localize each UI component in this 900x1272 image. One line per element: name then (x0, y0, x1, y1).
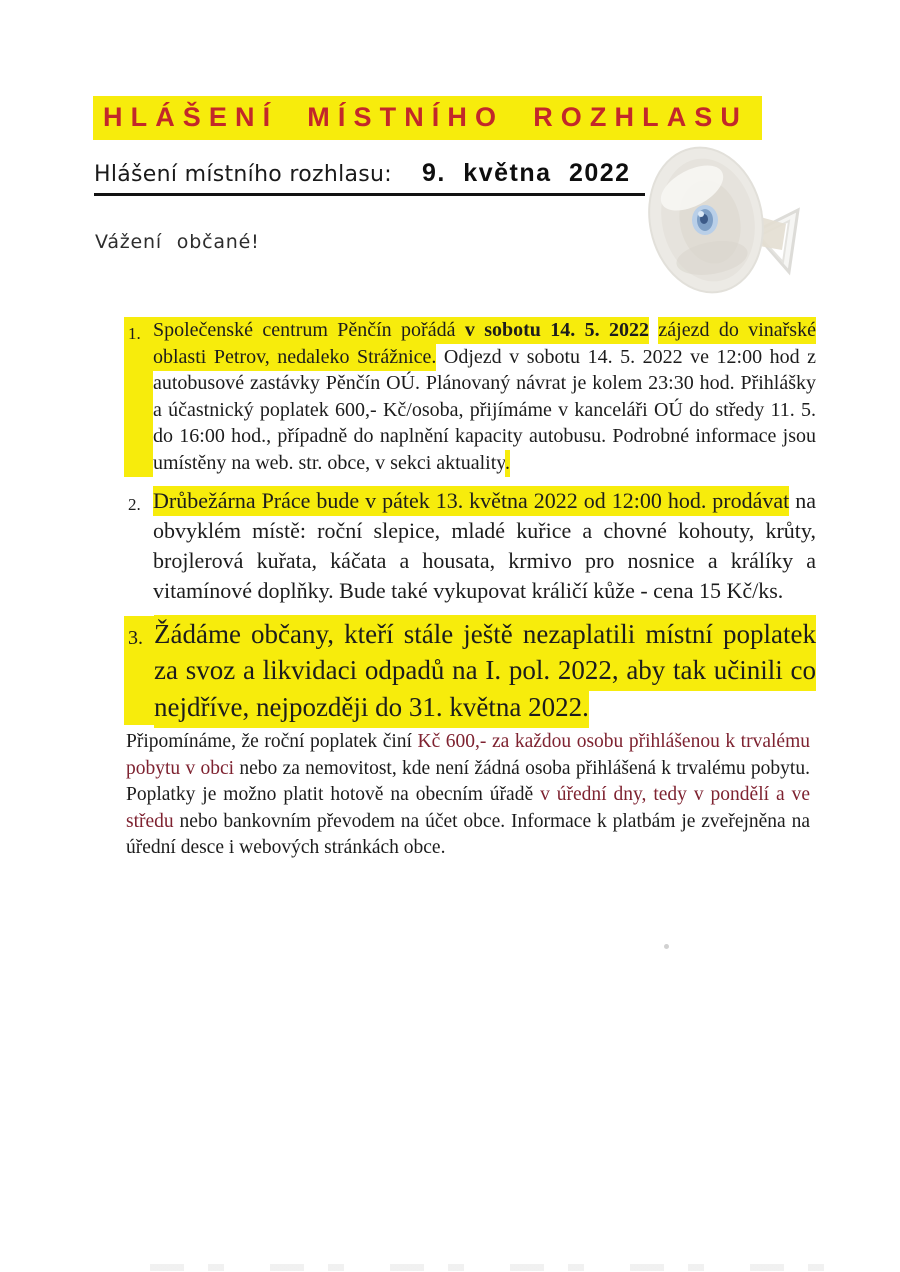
announcement-list (128, 317, 816, 862)
list-number: 3. (124, 616, 154, 726)
text-segment (649, 319, 658, 341)
list-number: 1. (124, 317, 153, 477)
text-segment: zájezd do vinařské oblasti Petrov, nedaleko Strážnice. (153, 317, 816, 371)
text-segment: . (505, 450, 510, 477)
announcement-item (128, 616, 816, 726)
text-segment: Společenské centrum Pěnčín pořádá (153, 317, 465, 344)
scan-artifact-dot (664, 944, 669, 949)
loudspeaker-icon (626, 140, 821, 305)
scan-artifact-cutoff-text (150, 1264, 840, 1271)
text-segment: Kč 600,- za každou osobu přihlášenou k trvalému pobytu v obci (126, 731, 810, 779)
subtitle-date: 9. května 2022 (422, 159, 631, 187)
page-title: HLÁŠENÍ MÍSTNÍHO ROZHLASU (93, 96, 762, 140)
text-segment: nebo za nemovitost, kde není žádná osoba přihlášená k trvalému pobytu. Poplatky je možno platit hotově na obecním úřadě (126, 757, 810, 806)
text-segment: Odjezd v sobotu 14. 5. 2022 ve 12:00 hod z autobusové zastávky Pěnčín OÚ. Plánovaný návrat je kolem 23:30 hod. Přihlášky a účastnický poplatek 600,- Kč/osoba, přijímáme v kanceláři OÚ do středy 11. 5. do 16:00 hod., případně do naplnění kapacity autobusu. Podrobné informace jsou umístěny na web. str. obce, v sekci aktuality (153, 345, 817, 474)
text-segment: nebo bankovním převodem na účet obce. Informace k platbám je zveřejněna na úřední desce i webových stránkách obce. (126, 810, 810, 859)
announcement-item (128, 486, 816, 606)
text-segment: na obvyklém místě: roční slepice, mladé kuřice a chovné kohouty, krůty, brojlerová kuřata, káčata a housata, krmivo pro nosnice a králíky a vitamínové doplňky. Bude také vykupovat králičí kůže - cena 15 Kč/ks. (153, 487, 817, 603)
announcement-text (154, 616, 816, 726)
announcement-text (153, 317, 816, 477)
text-segment: Žádáme občany, kteří stále ještě nezaplatili místní poplatek za svoz a likvidaci odpadů na I. pol. 2022, aby tak učinili co nejdříve, nejpozději do 31. května 2022. (154, 615, 816, 728)
text-segment: Drůbežárna Práce bude v pátek 13. května 2022 od 12:00 hod. prodávat (153, 486, 789, 516)
salutation-text: Vážení občané! (95, 231, 260, 253)
text-segment: v sobotu 14. 5. 2022 (465, 317, 649, 344)
announcement-item (128, 317, 816, 477)
announcement-text (153, 486, 816, 606)
text-segment: v úřední dny, tedy v pondělí a ve středu (126, 784, 810, 832)
text-segment: Připomínáme, že roční poplatek činí (126, 731, 418, 753)
footnote-paragraph (126, 729, 810, 862)
list-number: 2. (128, 494, 141, 514)
subtitle-label: Hlášení místního rozhlasu: (94, 162, 392, 187)
subtitle-line (94, 159, 645, 196)
